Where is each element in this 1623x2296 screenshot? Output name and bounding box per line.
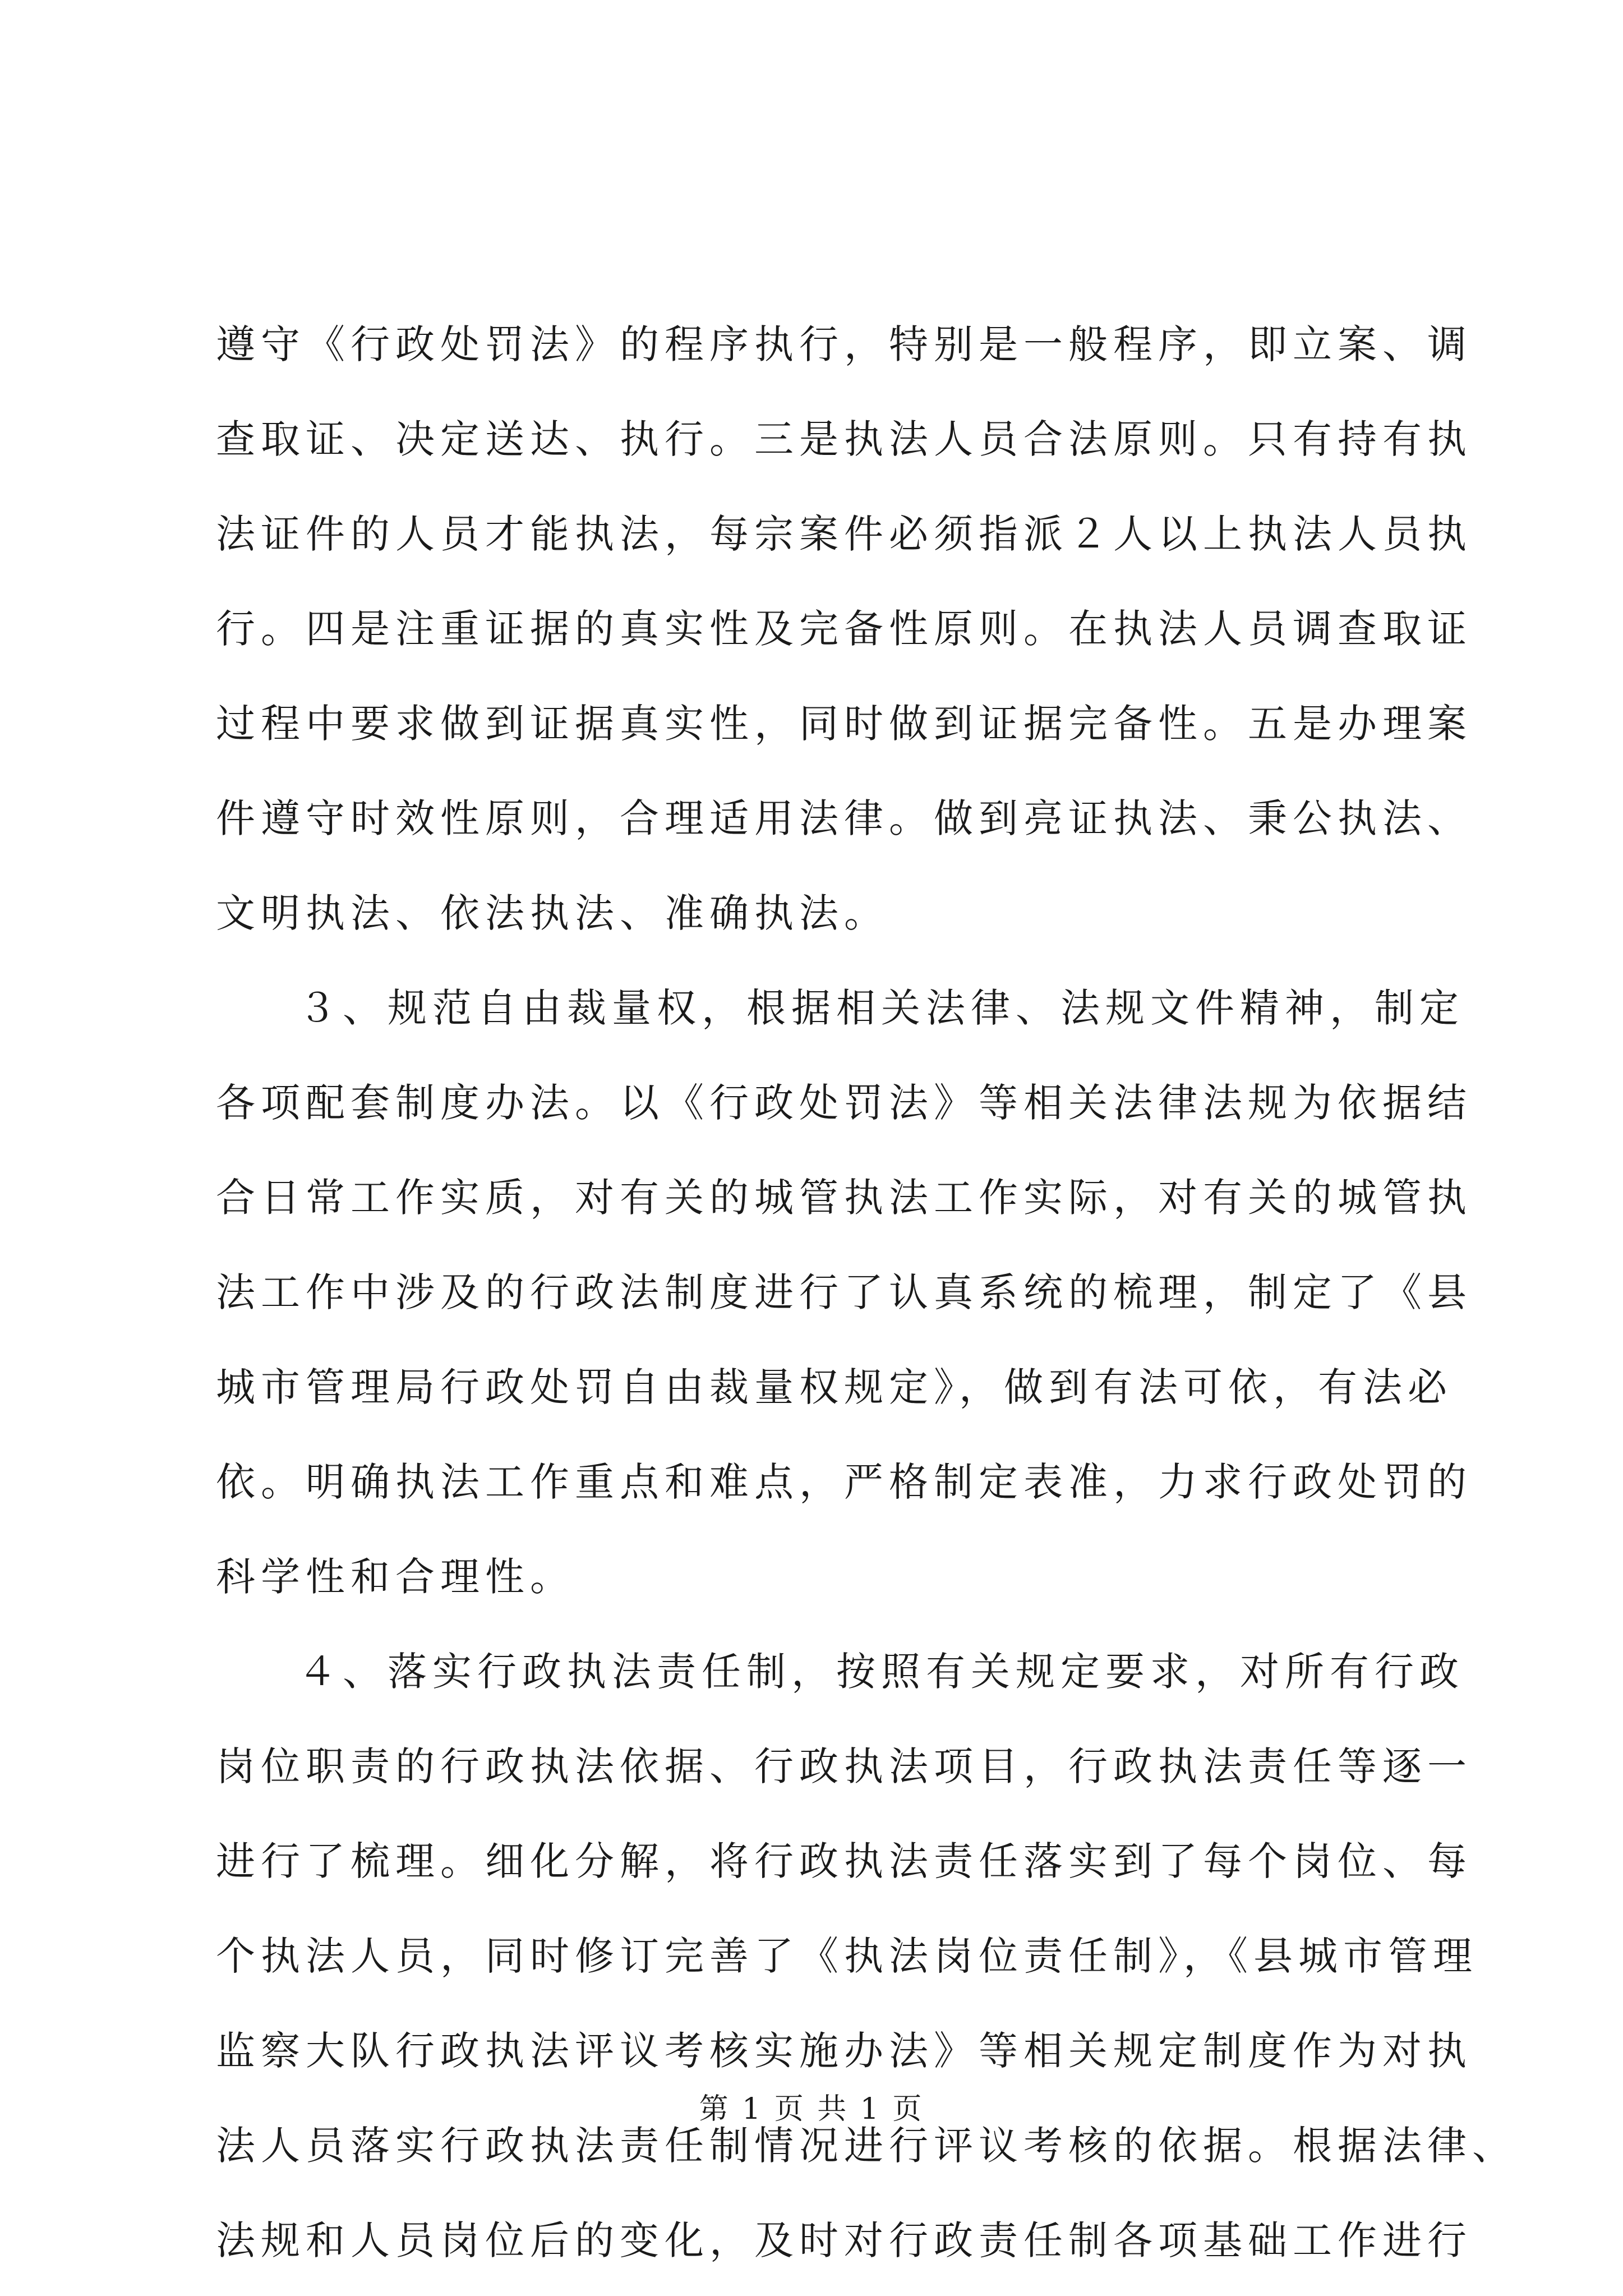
- text-line: 法工作中涉及的行政法制度进行了认真系统的梳理，制定了《县: [216, 1269, 1472, 1315]
- text-line: 监察大队行政执法评议考核实施办法》等相关规定制度作为对执: [216, 2028, 1472, 2074]
- text-line: 岗位职责的行政执法依据、行政执法项目，行政执法责任等逐一: [216, 1743, 1472, 1789]
- document-body: [216, 297, 1517, 2288]
- page-number-label: 第 1 页 共 1 页: [699, 2092, 924, 2126]
- text-line: 合日常工作实质，对有关的城管执法工作实际，对有关的城管执: [216, 1175, 1472, 1221]
- text-line: 个执法人员，同时修订完善了《执法岗位责任制》，《县城市管理: [216, 1933, 1478, 1979]
- text-line: 行。四是注重证据的真实性及完备性原则。在执法人员调查取证: [216, 606, 1472, 652]
- text-line: 法证件的人员才能执法，每宗案件必须指派２人以上执法人员执: [216, 511, 1472, 557]
- text-line: 查取证、决定送达、执行。三是执法人员合法原则。只有持有执: [216, 416, 1472, 462]
- text-line: 城市管理局行政处罚自由裁量权规定》，做到有法可依，有法必: [216, 1364, 1453, 1410]
- text-line: 各项配套制度办法。以《行政处罚法》等相关法律法规为依据结: [216, 1080, 1472, 1126]
- text-line: 科学性和合理性。: [216, 1554, 575, 1600]
- page-footer: [0, 2090, 1623, 2129]
- text-line: 依。明确执法工作重点和难点，严格制定表准，力求行政处罚的: [216, 1459, 1472, 1505]
- text-line: 文明执法、依法执法、准确执法。: [216, 890, 889, 936]
- text-line: 进行了梳理。细化分解，将行政执法责任落实到了每个岗位、每: [216, 1838, 1472, 1884]
- text-line: 件遵守时效性原则，合理适用法律。做到亮证执法、秉公执法、: [216, 795, 1472, 841]
- text-line: 过程中要求做到证据真实性，同时做到证据完备性。五是办理案: [216, 701, 1472, 747]
- text-line: 法人员落实行政执法责任制情况进行评议考核的依据。根据法律、: [216, 2123, 1517, 2169]
- paragraph-3-first-line: ３、规范自由裁量权，根据相关法律、法规文件精神，制定: [298, 985, 1464, 1031]
- paragraph-4-first-line: ４、落实行政执法责任制，按照有关规定要求，对所有行政: [298, 1649, 1464, 1695]
- text-line: 遵守《行政处罚法》的程序执行，特别是一般程序，即立案、调: [216, 321, 1472, 367]
- text-line: 法规和人员岗位后的变化，及时对行政责任制各项基础工作进行: [216, 2217, 1472, 2263]
